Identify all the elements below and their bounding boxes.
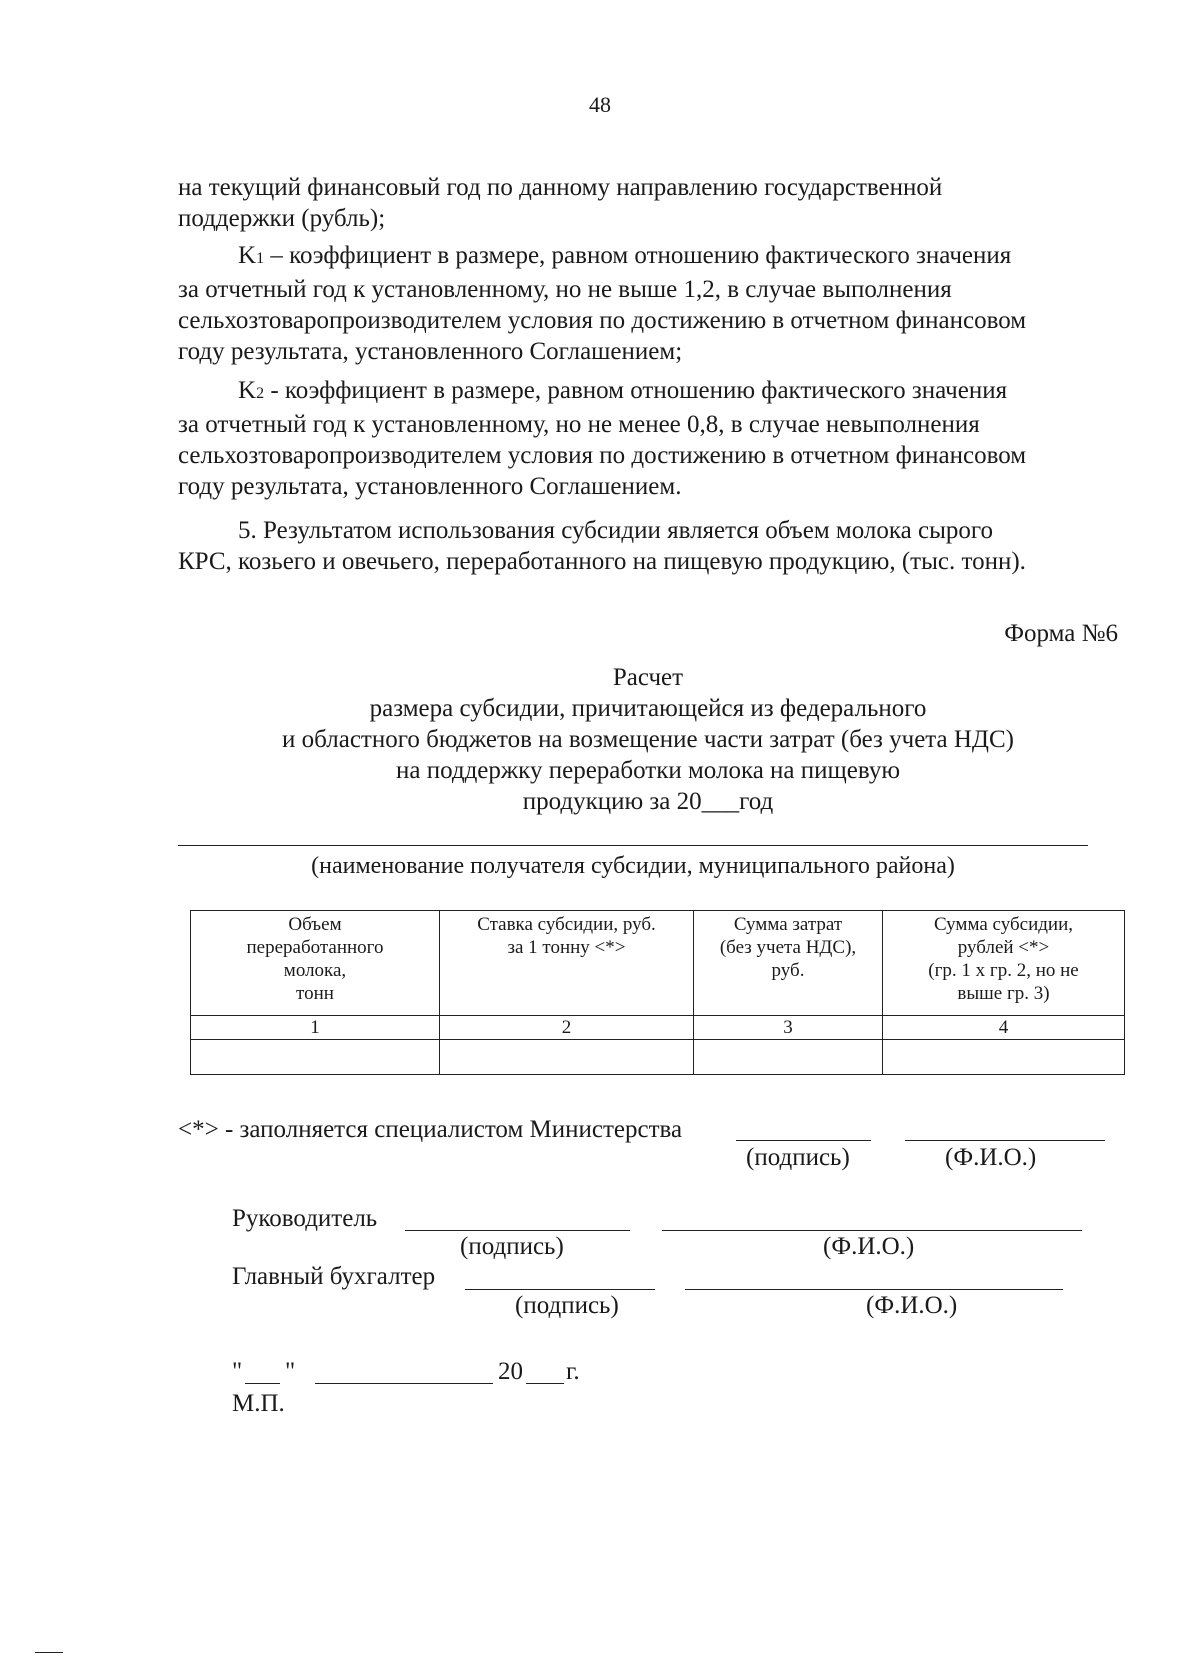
accountant-label: Главный бухгалтер: [232, 1263, 436, 1290]
k1-symbol: K: [238, 242, 257, 269]
k2-symbol: K: [238, 377, 257, 404]
paragraph-line: [178, 240, 1118, 274]
paragraph-k1: [178, 240, 1118, 367]
table-cell[interactable]: [694, 1040, 883, 1075]
accountant-signature-line[interactable]: [465, 1289, 655, 1290]
paragraph-line: сельхозтоваропроизводителем условия по достижению в отчетном финансовом: [178, 442, 1027, 469]
paragraph-5: [178, 515, 1118, 577]
k1-text: – коэффициент в размере, равном отношению фактического значения: [264, 242, 1012, 269]
table-cell[interactable]: [883, 1040, 1125, 1075]
k2-text: - коэффициент в размере, равном отношению фактического значения: [264, 377, 1008, 404]
paragraph-line: поддержки (рубль);: [178, 205, 386, 232]
paragraph-line: сельхозтоваропроизводителем условия по достижению в отчетном финансовом: [178, 307, 1027, 334]
k2-subscript: 2: [256, 385, 265, 402]
paragraph-line: на текущий финансовый год по данному направлению государственной: [178, 174, 943, 201]
paragraph-line: году результата, установленного Соглашением;: [178, 338, 683, 365]
date-quote-open: ": [232, 1358, 243, 1385]
date-year-line[interactable]: [526, 1383, 564, 1384]
date-month-line[interactable]: [315, 1383, 493, 1384]
table-row: [191, 1040, 1125, 1075]
accountant-name-line[interactable]: [685, 1289, 1063, 1290]
k1-subscript: 1: [256, 250, 265, 267]
director-signature-caption: (подпись): [460, 1233, 564, 1260]
director-signature-line[interactable]: [405, 1230, 630, 1231]
footnote-name-line[interactable]: [905, 1140, 1105, 1141]
table-header-cell: Ставка субсидии, руб. за 1 тонну <*>: [440, 911, 694, 1016]
footnote-signature-caption: (подпись): [746, 1144, 850, 1171]
date-year-prefix: 20: [498, 1358, 523, 1385]
accountant-name-caption: (Ф.И.О.): [866, 1292, 958, 1319]
table-cell[interactable]: [440, 1040, 694, 1075]
date-year-suffix: г.: [566, 1358, 580, 1385]
paragraph-line: КРС, козьего и овечьего, переработанного на пищевую продукцию, (тыс. тонн).: [178, 548, 1026, 575]
table-header-row: [191, 911, 1125, 1016]
director-name-caption: (Ф.И.О.): [823, 1233, 915, 1260]
recipient-caption: (наименование получателя субсидии, муниципального района): [311, 853, 955, 879]
column-number: 2: [440, 1016, 694, 1040]
page-edge-mark: [35, 1652, 63, 1653]
paragraph-continuation: [178, 172, 1118, 234]
paragraph-k2: [178, 375, 1118, 502]
paragraph-line: году результата, установленного Соглашением.: [178, 473, 682, 500]
paragraph-line: 5. Результатом использования субсидии является объем молока сырого: [238, 517, 994, 544]
column-number: 3: [694, 1016, 883, 1040]
table-header-cell: Сумма затрат (без учета НДС), руб.: [694, 911, 883, 1016]
footnote-name-caption: (Ф.И.О.): [945, 1144, 1037, 1171]
accountant-signature-caption: (подпись): [515, 1292, 619, 1319]
paragraph-line: [178, 375, 1118, 409]
table-header-cell: Сумма субсидии, рублей <*> (гр. 1 х гр. 2, но не выше гр. 3): [883, 911, 1125, 1016]
subsidy-calculation-table: [190, 910, 1125, 1075]
director-label: Руководитель: [232, 1205, 378, 1232]
title-line: продукцию за 20___год: [522, 788, 774, 815]
director-name-line[interactable]: [662, 1230, 1082, 1231]
stamp-label: М.П.: [232, 1390, 285, 1417]
date-quote-close: ": [285, 1358, 296, 1385]
title-line: размера субсидии, причитающейся из федерального: [369, 695, 927, 722]
recipient-name-line: [178, 845, 1088, 846]
title-line: Расчет: [612, 664, 684, 691]
paragraph-line: за отчетный год к установленному, но не выше 1,2, в случае выполнения: [178, 276, 952, 303]
footnote-text: <*> - заполняется специалистом Министерства: [178, 1116, 683, 1143]
form-number: Форма №6: [1004, 620, 1118, 647]
column-number: 1: [191, 1016, 440, 1040]
footnote-signature-line[interactable]: [736, 1140, 871, 1141]
table-header-cell: Объем переработанного молока, тонн: [191, 911, 440, 1016]
table-column-number-row: [191, 1016, 1125, 1040]
page-number: 48: [589, 92, 611, 117]
date-day-line[interactable]: [245, 1383, 280, 1384]
table-cell[interactable]: [191, 1040, 440, 1075]
paragraph-line: за отчетный год к установленному, но не менее 0,8, в случае невыполнения: [178, 411, 980, 438]
column-number: 4: [883, 1016, 1125, 1040]
title-line: и областного бюджетов на возмещение части затрат (без учета НДС): [282, 726, 1014, 753]
document-title: [178, 662, 1118, 817]
title-line: на поддержку переработки молока на пищевую: [395, 757, 901, 784]
